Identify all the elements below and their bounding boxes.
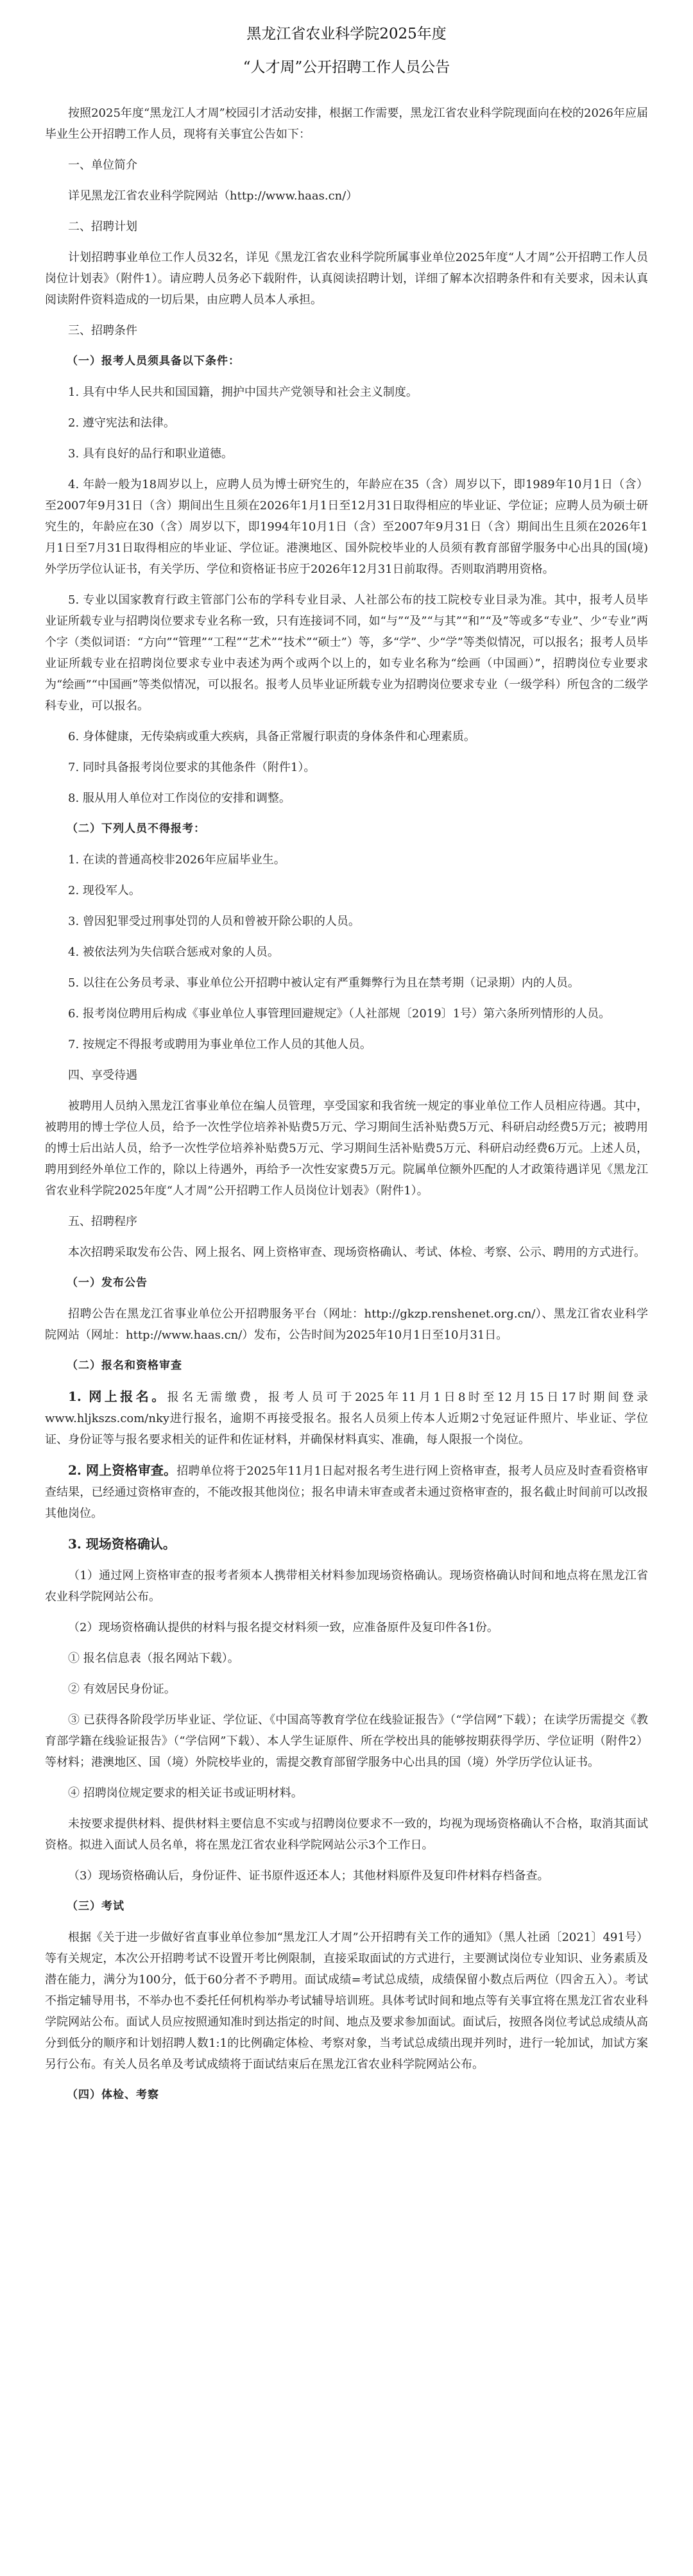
onsite-item: （3）现场资格确认后，身份证件、证书原件返还本人；其他材料原件及复印件材料存档备查。	[68, 1869, 549, 1883]
online-registration-text: 报名无需缴费，报考人员可于2025年11月1日8时至12月15日17时期间登录www.hljkszs.com/nky进行报名，逾期不再接受报名。报名人员须上传本人近期2寸免冠证件照片、毕业证、学位证、身份证等与报名要求相关的证件和佐证材料，并确保材料真实、准确，每人限报一个岗位。	[45, 1391, 648, 1446]
exclusion-item: 7. 按规定不得报考或聘用为事业单位工作人员的其他人员。	[68, 1038, 372, 1051]
onsite-confirmation-paragraph	[45, 1534, 648, 1555]
exclusion-list	[45, 849, 648, 1055]
section-5-sub-4-heading: （四）体检、考察	[67, 2089, 159, 2101]
eligibility-item: 3. 具有良好的品行和职业道德。	[68, 447, 233, 461]
section-1-text: 详见黑龙江省农业科学院网站（http://www.haas.cn/）	[68, 189, 358, 203]
section-1-heading: 一、单位简介	[68, 158, 137, 172]
section-4-heading: 四、享受待遇	[68, 1069, 137, 1082]
section-5-sub-2-heading: （二）报名和资格审查	[67, 1359, 182, 1372]
exclusion-item: 5. 以往在公务员考录、事业单位公开招聘中被认定有严重舞弊行为且在禁考期（记录期）内的人员。	[68, 976, 579, 990]
eligibility-item: 8. 服从用人单位对工作岗位的安排和调整。	[68, 792, 291, 805]
section-2-text: 计划招聘事业单位工作人员32名，详见《黑龙江省农业科学院所属事业单位2025年度“人才周”公开招聘工作人员岗位计划表》（附件1）。请应聘人员务必下载附件，认真阅读招聘计划，详细了解本次招聘条件和有关要求，因未认真阅读附件资料造成的一切后果，由应聘人员本人承担。	[45, 251, 648, 307]
intro-paragraph: 按照2025年度“黑龙江人才周”校园引才活动安排，根据工作需要，黑龙江省农业科学院现面向在校的2026年应届毕业生公开招聘工作人员，现将有关事宜公告如下：	[45, 106, 648, 141]
publish-notice-text: 招聘公告在黑龙江省事业单位公开招聘服务平台（网址：http://gkzp.renshenet.org.cn/）、黑龙江省农业科学院网站（网址：http://www.haas.cn/）发布，公告时间为2025年10月1日至10月31日。	[45, 1307, 648, 1342]
onsite-item: （2）现场资格确认提供的材料与报名提交材料须一致，应准备原件及复印件各1份。	[68, 1621, 499, 1634]
onsite-confirmation-lead: 3. 现场资格确认。	[68, 1536, 176, 1552]
online-review-lead: 2. 网上资格审查。	[68, 1462, 177, 1478]
eligibility-list	[45, 382, 648, 809]
section-2-heading: 二、招聘计划	[68, 220, 137, 233]
exam-text: 根据《关于进一步做好省直事业单位参加“黑龙江人才周”公开招聘有关工作的通知》（黑人社函〔2021〕491号）等有关规定，本次公开招聘考试不设置开考比例限制，直接采取面试的方式进行，主要测试岗位专业知识、业务素质及潜在能力，满分为100分，低于60分者不予聘用。面试成绩=考试总成绩，成绩保留小数点后两位（四舍五入）。考试不指定辅导用书，不举办也不委托任何机构举办考试辅导培训班。具体考试时间和地点等有关事宜将在黑龙江省农业科学院网站公布。面试人员应按照通知准时到达指定的时间、地点及要求参加面试。面试后，按照各岗位考试总成绩从高分到低分的顺序和计划招聘人数1:1的比例确定体检、考察对象，当考试总成绩出现并列时，进行一轮加试，加试方案另行公布。有关人员名单及考试成绩将于面试结束后在黑龙江省农业科学院网站公布。	[45, 1931, 648, 2071]
online-review-text: 招聘单位将于2025年11月1日起对报名考生进行网上资格审查，报考人员应及时查看资格审查结果，已经通过资格审查的，不能改报其他岗位；报名申请未审查或者未通过资格审查的，报名截止时间前可以改报其他岗位。	[45, 1464, 648, 1520]
eligibility-item: 2. 遵守宪法和法律。	[68, 416, 175, 430]
section-5-text: 本次招聘采取发布公告、网上报名、网上资格审查、现场资格确认、考试、体检、考察、公示、聘用的方式进行。	[68, 1246, 646, 1259]
onsite-item: ① 报名信息表（报名网站下载）。	[68, 1652, 239, 1665]
section-5-heading: 五、招聘程序	[68, 1215, 137, 1228]
online-review-paragraph	[45, 1460, 648, 1524]
onsite-item: ③ 已获得各阶段学历毕业证、学位证、《中国高等教育学位在线验证报告》（“学信网”下载）；在读学历需提交《教育部学籍在线验证报告》（“学信网”下载）、本人学生证原件、所在学校出具的能够按期获得学历、学位证明（附件2）等材料；港澳地区、国（境）外院校毕业的，需提交教育部留学服务中心出具的国（境）外学历学位认证书。	[45, 1713, 648, 1769]
title-line-1: 黑龙江省农业科学院2025年度	[246, 26, 447, 42]
onsite-item: （1）通过网上资格审查的报考者须本人携带相关材料参加现场资格确认。现场资格确认时间和地点将在黑龙江省农业科学院网站公布。	[45, 1569, 648, 1604]
onsite-item: ④ 招聘岗位规定要求的相关证书或证明材料。	[68, 1786, 303, 1800]
onsite-item: ② 有效居民身份证。	[68, 1682, 176, 1696]
eligibility-item: 4. 年龄一般为18周岁以上，应聘人员为博士研究生的，年龄应在35（含）周岁以下，即1989年10月1日（含）至2007年9月31日（含）期间出生且须在2026年1月1日至12月31日取得相应的毕业证、学位证；应聘人员为硕士研究生的，年龄应在30（含）周岁以下，即1994年10月1日（含）至2007年9月31日（含）期间出生且须在2026年1月1日至7月31日取得相应的毕业证、学位证。港澳地区、国外院校毕业的人员须有教育部留学服务中心出具的国(境)外学历学位认证书，有关学历、学位和资格证书应于2026年12月31日前取得。否则取消聘用资格。	[45, 478, 648, 576]
section-5-sub-1-heading: （一）发布公告	[67, 1276, 148, 1289]
exclusion-item: 4. 被依法列为失信联合惩戒对象的人员。	[68, 945, 279, 959]
eligibility-item: 5. 专业以国家教育行政主管部门公布的学科专业目录、人社部公布的技工院校专业目录为准。其中，报考人员毕业证所载专业与招聘岗位要求专业名称一致，只有连接词不同，如“与”“及”“与其”“和”“及”等或多“专业”、少“专业”两个字（类似词语：“方向”“管理”“工程”“艺术”“技术”“硕士”）等，多“学”、少“学”等类似情况，可以报名；报考人员毕业证所载专业在招聘岗位要求专业中表述为两个或两个以上的，如专业名称为“绘画（中国画）”，招聘岗位专业要求为“绘画”“中国画”等类似情况，可以报名。报考人员毕业证所载专业为招聘岗位要求专业（一级学科）所包含的二级学科专业，可以报名。	[45, 593, 648, 713]
title-line-2: “人才周”公开招聘工作人员公告	[243, 59, 450, 76]
eligibility-item: 7. 同时具备报考岗位要求的其他条件（附件1）。	[68, 761, 316, 774]
online-registration-paragraph	[45, 1386, 648, 1450]
exclusion-item: 3. 曾因犯罪受过刑事处罚的人员和曾被开除公职的人员。	[68, 915, 360, 928]
eligibility-item: 6. 身体健康，无传染病或重大疾病，具备正常履行职责的身体条件和心理素质。	[68, 730, 475, 743]
exclusion-item: 1. 在读的普通高校非2026年应届毕业生。	[68, 853, 286, 867]
onsite-item: 未按要求提供材料、提供材料主要信息不实或与招聘岗位要求不一致的，均视为现场资格确认不合格，取消其面试资格。拟进入面试人员名单，将在黑龙江省农业科学院网站公示3个工作日。	[45, 1817, 648, 1852]
online-registration-lead: 1. 网上报名。	[68, 1389, 167, 1404]
exclusion-item: 6. 报考岗位聘用后构成《事业单位人事管理回避规定》（人社部规〔2019〕1号）第六条所列情形的人员。	[68, 1007, 611, 1021]
onsite-confirmation-list	[45, 1565, 648, 1886]
section-3-sub-2-heading: （二）下列人员不得报考：	[67, 822, 205, 835]
section-4-text: 被聘用人员纳入黑龙江省事业单位在编人员管理，享受国家和我省统一规定的事业单位工作人员相应待遇。其中，被聘用的博士学位人员，给予一次性学位培养补贴费5万元、学习期间生活补贴费5万元、科研启动经费5万元；被聘用的博士后出站人员，给予一次性学位培养补贴费5万元、学习期间生活补贴费5万元、科研启动经费6万元。上述人员，聘用到经外单位工作的，除以上待遇外，再给予一次性安家费5万元。院属单位额外匹配的人才政策待遇详见《黑龙江省农业科学院2025年度“人才周”公开招聘工作人员岗位计划表》（附件1）。	[45, 1099, 648, 1198]
section-5-sub-3-heading: （三）考试	[67, 1900, 124, 1913]
exclusion-item: 2. 现役军人。	[68, 884, 141, 897]
eligibility-item: 1. 具有中华人民共和国国籍，拥护中国共产党领导和社会主义制度。	[68, 386, 418, 399]
section-3-sub-1-heading: （一）报考人员须具备以下条件：	[67, 355, 240, 368]
section-3-heading: 三、招聘条件	[68, 324, 137, 337]
